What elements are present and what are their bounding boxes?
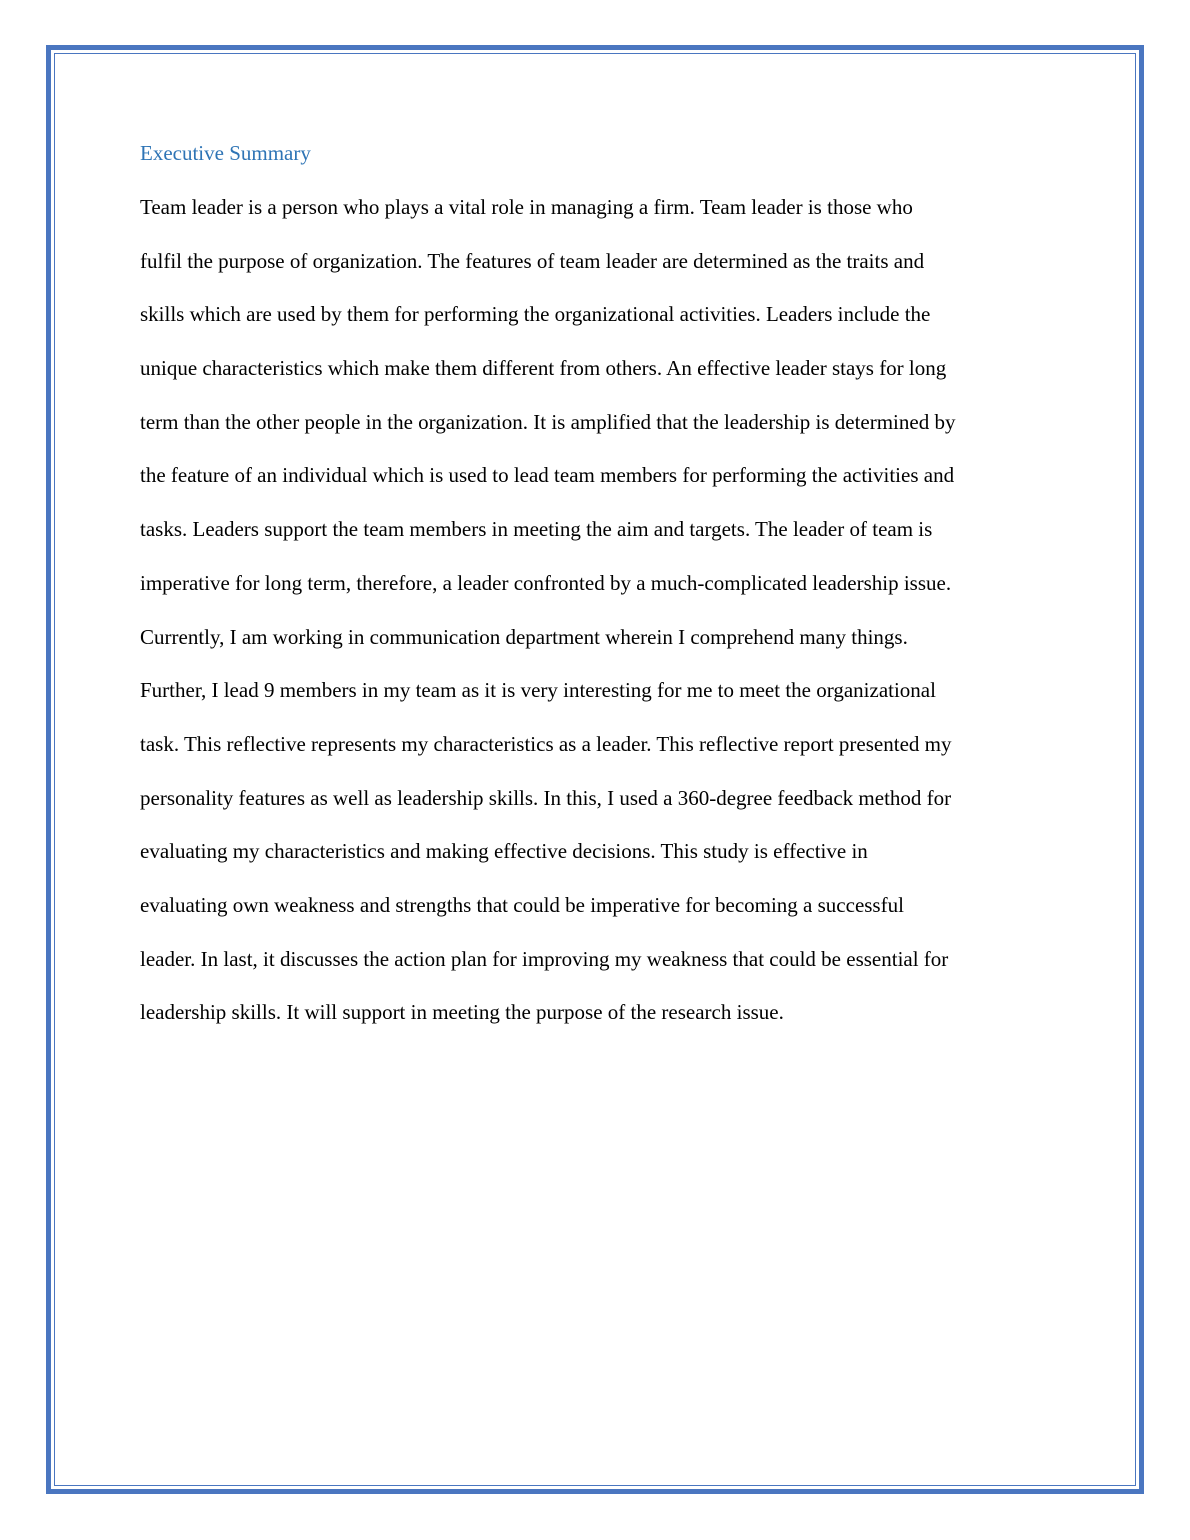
paragraph-line: Currently, I am working in communication department wherein I comprehend many things. bbox=[140, 624, 908, 649]
paragraph-line: evaluating own weakness and strengths that could be imperative for becoming a successful bbox=[140, 892, 904, 917]
paragraph-line: tasks. Leaders support the team members in meeting the aim and targets. The leader of team is bbox=[140, 517, 933, 542]
paragraph-line: task. This reflective represents my characteristics as a leader. This reflective report presented my bbox=[140, 731, 952, 756]
paragraph-line: the feature of an individual which is used to lead team members for performing the activities and bbox=[140, 463, 955, 488]
section-heading: Executive Summary bbox=[140, 141, 311, 165]
paragraph-line: leader. In last, it discusses the action plan for improving my weakness that could be essential for bbox=[140, 946, 949, 971]
paragraph-line: term than the other people in the organization. It is amplified that the leadership is determined by bbox=[140, 409, 956, 434]
paragraph-line: Team leader is a person who plays a vital role in managing a firm. Team leader is those who bbox=[140, 195, 913, 219]
paragraph-line: unique characteristics which make them different from others. An effective leader stays for long bbox=[140, 356, 947, 381]
paragraph-line: imperative for long term, therefore, a leader confronted by a much-complicated leadership issue. bbox=[140, 570, 952, 595]
paragraph-line: skills which are used by them for performing the organizational activities. Leaders include the bbox=[140, 302, 931, 327]
paragraph-line: Further, I lead 9 members in my team as it is very interesting for me to meet the organizational bbox=[140, 678, 936, 703]
paragraph-line: evaluating my characteristics and making effective decisions. This study is effective in bbox=[140, 839, 868, 864]
paragraph-line: fulfil the purpose of organization. The features of team leader are determined as the traits and bbox=[140, 248, 925, 273]
document-content bbox=[140, 137, 1070, 1050]
paragraph-line: personality features as well as leadership skills. In this, I used a 360-degree feedback method for bbox=[140, 785, 952, 810]
executive-summary-paragraph bbox=[140, 191, 1070, 1050]
paragraph-line: leadership skills. It will support in meeting the purpose of the research issue. bbox=[140, 1000, 784, 1025]
